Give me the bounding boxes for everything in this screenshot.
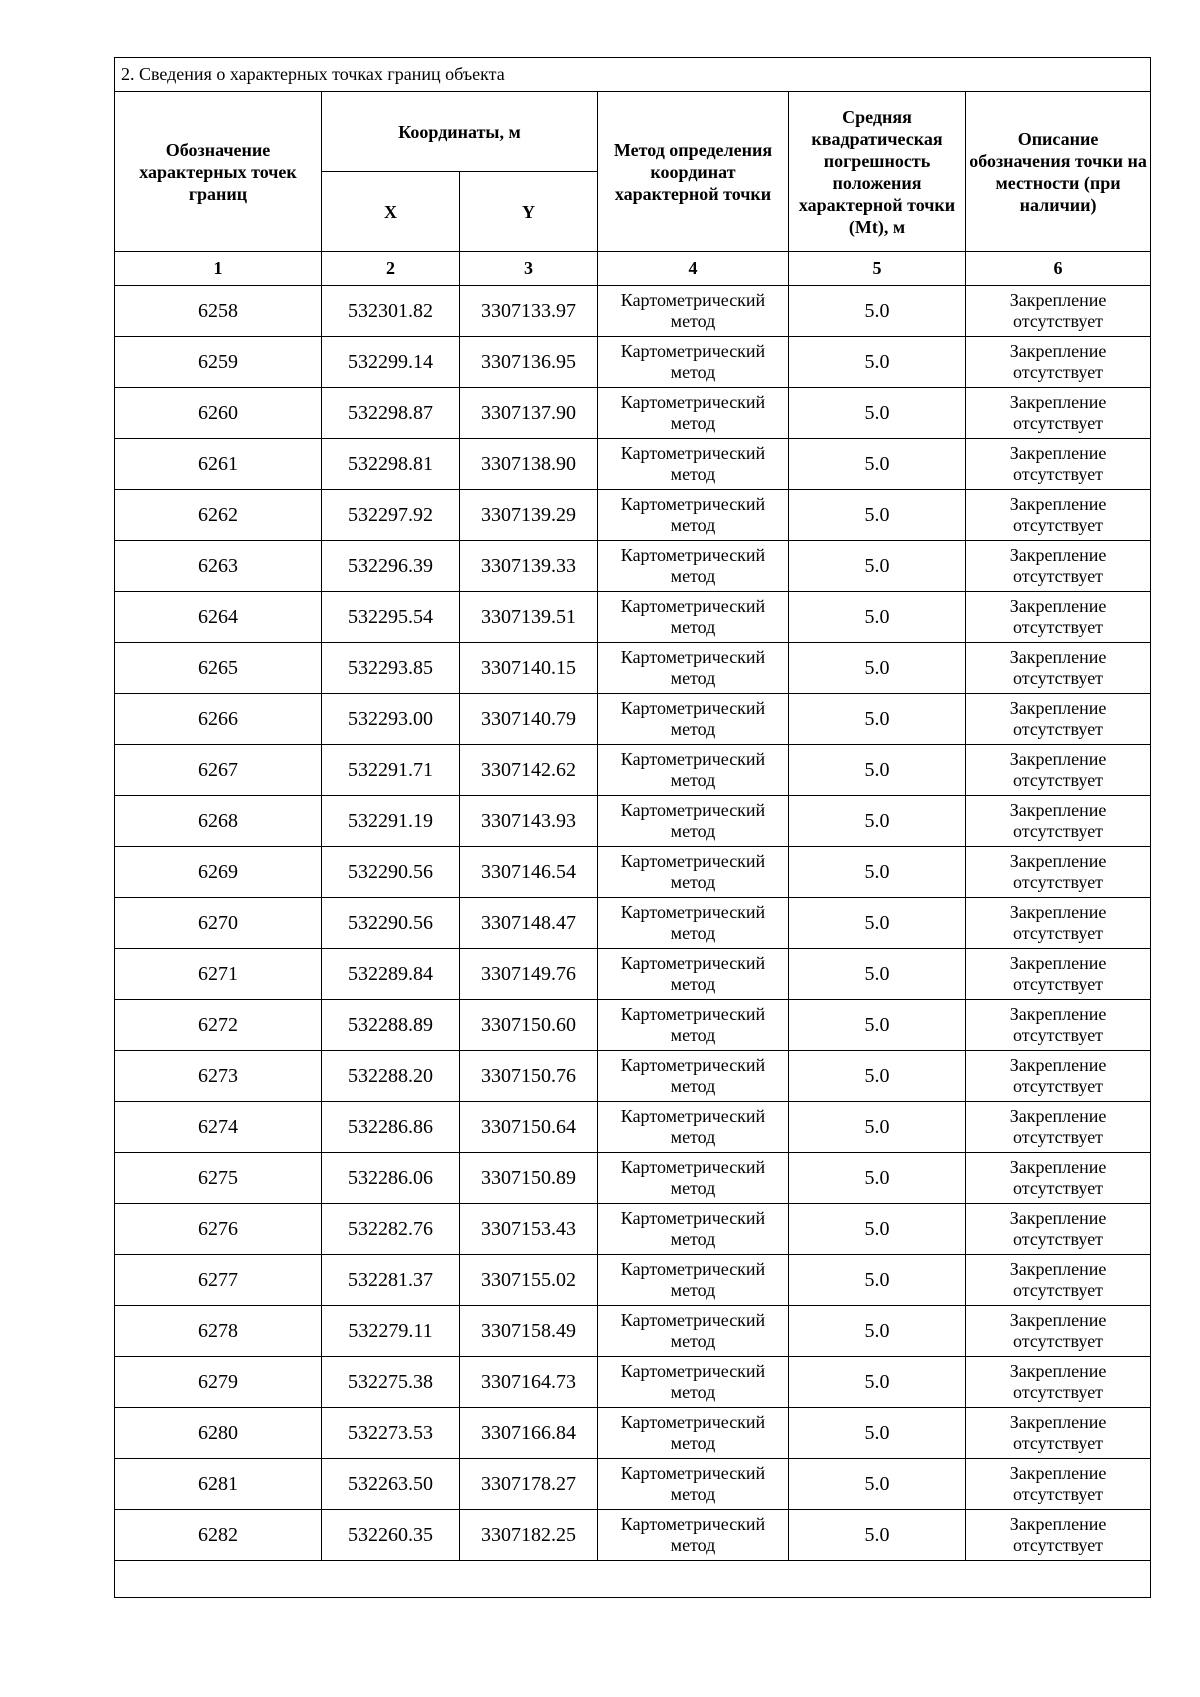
table-row — [115, 286, 1151, 337]
y-coordinate-cell: 3307164.73 — [460, 1357, 598, 1408]
method-cell: Картометрический метод — [598, 1204, 789, 1255]
header-point-description: Описание обозначения точки на местности (при наличии) — [966, 92, 1151, 252]
description-cell: Закрепление отсутствует — [966, 1408, 1151, 1459]
header-mean-square-error: Средняя квадратическая погрешность положения характерной точки (Mt), м — [789, 92, 966, 252]
table-row — [115, 337, 1151, 388]
x-coordinate-cell: 532293.00 — [322, 694, 460, 745]
x-coordinate-cell: 532290.56 — [322, 847, 460, 898]
mt-cell: 5.0 — [789, 1357, 966, 1408]
column-number: 3 — [460, 252, 598, 286]
point-cell: 6260 — [115, 388, 322, 439]
x-coordinate-cell: 532297.92 — [322, 490, 460, 541]
point-cell: 6279 — [115, 1357, 322, 1408]
method-cell: Картометрический метод — [598, 592, 789, 643]
method-cell: Картометрический метод — [598, 439, 789, 490]
empty-cell — [115, 1561, 1151, 1598]
point-cell: 6282 — [115, 1510, 322, 1561]
mt-cell: 5.0 — [789, 592, 966, 643]
y-coordinate-cell: 3307148.47 — [460, 898, 598, 949]
point-cell: 6259 — [115, 337, 322, 388]
header-method: Метод определения координат характерной точки — [598, 92, 789, 252]
description-cell: Закрепление отсутствует — [966, 490, 1151, 541]
point-cell: 6261 — [115, 439, 322, 490]
table-row — [115, 439, 1151, 490]
x-coordinate-cell: 532293.85 — [322, 643, 460, 694]
x-coordinate-cell: 532299.14 — [322, 337, 460, 388]
method-cell: Картометрический метод — [598, 1000, 789, 1051]
description-cell: Закрепление отсутствует — [966, 643, 1151, 694]
x-coordinate-cell: 532296.39 — [322, 541, 460, 592]
mt-cell: 5.0 — [789, 1306, 966, 1357]
method-cell: Картометрический метод — [598, 745, 789, 796]
method-cell: Картометрический метод — [598, 1255, 789, 1306]
mt-cell: 5.0 — [789, 1408, 966, 1459]
mt-cell: 5.0 — [789, 286, 966, 337]
table-row — [115, 1051, 1151, 1102]
description-cell: Закрепление отсутствует — [966, 1051, 1151, 1102]
column-number: 4 — [598, 252, 789, 286]
y-coordinate-cell: 3307139.51 — [460, 592, 598, 643]
description-cell: Закрепление отсутствует — [966, 592, 1151, 643]
mt-cell: 5.0 — [789, 1102, 966, 1153]
mt-cell: 5.0 — [789, 694, 966, 745]
y-coordinate-cell: 3307137.90 — [460, 388, 598, 439]
description-cell: Закрепление отсутствует — [966, 694, 1151, 745]
table-row — [115, 745, 1151, 796]
y-coordinate-cell: 3307139.33 — [460, 541, 598, 592]
y-coordinate-cell: 3307140.15 — [460, 643, 598, 694]
point-cell: 6263 — [115, 541, 322, 592]
description-cell: Закрепление отсутствует — [966, 796, 1151, 847]
mt-cell: 5.0 — [789, 1153, 966, 1204]
x-coordinate-cell: 532288.89 — [322, 1000, 460, 1051]
point-cell: 6266 — [115, 694, 322, 745]
method-cell: Картометрический метод — [598, 694, 789, 745]
point-cell: 6280 — [115, 1408, 322, 1459]
method-cell: Картометрический метод — [598, 949, 789, 1000]
mt-cell: 5.0 — [789, 1051, 966, 1102]
mt-cell: 5.0 — [789, 1204, 966, 1255]
mt-cell: 5.0 — [789, 643, 966, 694]
table-row — [115, 898, 1151, 949]
header-point-designation: Обозначение характерных точек границ — [115, 92, 322, 252]
mt-cell: 5.0 — [789, 490, 966, 541]
description-cell: Закрепление отсутствует — [966, 949, 1151, 1000]
mt-cell: 5.0 — [789, 1459, 966, 1510]
point-cell: 6271 — [115, 949, 322, 1000]
description-cell: Закрепление отсутствует — [966, 1510, 1151, 1561]
method-cell: Картометрический метод — [598, 1459, 789, 1510]
description-cell: Закрепление отсутствует — [966, 388, 1151, 439]
table-row — [115, 1204, 1151, 1255]
mt-cell: 5.0 — [789, 898, 966, 949]
x-coordinate-cell: 532275.38 — [322, 1357, 460, 1408]
x-coordinate-cell: 532282.76 — [322, 1204, 460, 1255]
point-cell: 6258 — [115, 286, 322, 337]
x-coordinate-cell: 532281.37 — [322, 1255, 460, 1306]
point-cell: 6269 — [115, 847, 322, 898]
point-cell: 6264 — [115, 592, 322, 643]
mt-cell: 5.0 — [789, 745, 966, 796]
table-row — [115, 1306, 1151, 1357]
description-cell: Закрепление отсутствует — [966, 1204, 1151, 1255]
description-cell: Закрепление отсутствует — [966, 1102, 1151, 1153]
method-cell: Картометрический метод — [598, 388, 789, 439]
method-cell: Картометрический метод — [598, 796, 789, 847]
description-cell: Закрепление отсутствует — [966, 1306, 1151, 1357]
y-coordinate-cell: 3307153.43 — [460, 1204, 598, 1255]
mt-cell: 5.0 — [789, 541, 966, 592]
table-row — [115, 1000, 1151, 1051]
method-cell: Картометрический метод — [598, 1051, 789, 1102]
table-row — [115, 490, 1151, 541]
y-coordinate-cell: 3307149.76 — [460, 949, 598, 1000]
x-coordinate-cell: 532286.86 — [322, 1102, 460, 1153]
mt-cell: 5.0 — [789, 796, 966, 847]
mt-cell: 5.0 — [789, 388, 966, 439]
y-coordinate-cell: 3307136.95 — [460, 337, 598, 388]
x-coordinate-cell: 532263.50 — [322, 1459, 460, 1510]
point-cell: 6267 — [115, 745, 322, 796]
point-cell: 6272 — [115, 1000, 322, 1051]
mt-cell: 5.0 — [789, 1255, 966, 1306]
column-number: 2 — [322, 252, 460, 286]
method-cell: Картометрический метод — [598, 337, 789, 388]
x-coordinate-cell: 532279.11 — [322, 1306, 460, 1357]
table-row — [115, 949, 1151, 1000]
method-cell: Картометрический метод — [598, 1102, 789, 1153]
method-cell: Картометрический метод — [598, 1306, 789, 1357]
document-sheet — [114, 57, 1150, 1598]
point-cell: 6273 — [115, 1051, 322, 1102]
table-row — [115, 643, 1151, 694]
x-coordinate-cell: 532273.53 — [322, 1408, 460, 1459]
mt-cell: 5.0 — [789, 439, 966, 490]
y-coordinate-cell: 3307166.84 — [460, 1408, 598, 1459]
y-coordinate-cell: 3307150.60 — [460, 1000, 598, 1051]
header-y: Y — [460, 172, 598, 252]
method-cell: Картометрический метод — [598, 286, 789, 337]
method-cell: Картометрический метод — [598, 1357, 789, 1408]
y-coordinate-cell: 3307139.29 — [460, 490, 598, 541]
point-cell: 6276 — [115, 1204, 322, 1255]
x-coordinate-cell: 532260.35 — [322, 1510, 460, 1561]
x-coordinate-cell: 532298.81 — [322, 439, 460, 490]
x-coordinate-cell: 532291.71 — [322, 745, 460, 796]
table-row — [115, 1459, 1151, 1510]
x-coordinate-cell: 532290.56 — [322, 898, 460, 949]
method-cell: Картометрический метод — [598, 1408, 789, 1459]
table-row — [115, 1102, 1151, 1153]
table-row — [115, 694, 1151, 745]
point-cell: 6262 — [115, 490, 322, 541]
y-coordinate-cell: 3307142.62 — [460, 745, 598, 796]
column-number: 1 — [115, 252, 322, 286]
y-coordinate-cell: 3307146.54 — [460, 847, 598, 898]
point-cell: 6265 — [115, 643, 322, 694]
section-title: 2. Сведения о характерных точках границ объекта — [115, 58, 1151, 92]
boundary-points-table — [114, 57, 1151, 1598]
description-cell: Закрепление отсутствует — [966, 1153, 1151, 1204]
x-coordinate-cell: 532288.20 — [322, 1051, 460, 1102]
description-cell: Закрепление отсутствует — [966, 541, 1151, 592]
table-row — [115, 1357, 1151, 1408]
table-row — [115, 541, 1151, 592]
mt-cell: 5.0 — [789, 847, 966, 898]
point-cell: 6278 — [115, 1306, 322, 1357]
table-body — [115, 286, 1151, 1561]
description-cell: Закрепление отсутствует — [966, 1255, 1151, 1306]
y-coordinate-cell: 3307150.89 — [460, 1153, 598, 1204]
y-coordinate-cell: 3307155.02 — [460, 1255, 598, 1306]
table-row — [115, 592, 1151, 643]
point-cell: 6268 — [115, 796, 322, 847]
point-cell: 6277 — [115, 1255, 322, 1306]
x-coordinate-cell: 532291.19 — [322, 796, 460, 847]
empty-footer-row — [115, 1561, 1151, 1598]
point-cell: 6275 — [115, 1153, 322, 1204]
x-coordinate-cell: 532289.84 — [322, 949, 460, 1000]
method-cell: Картометрический метод — [598, 1153, 789, 1204]
method-cell: Картометрический метод — [598, 643, 789, 694]
table-row — [115, 847, 1151, 898]
x-coordinate-cell: 532301.82 — [322, 286, 460, 337]
description-cell: Закрепление отсутствует — [966, 1357, 1151, 1408]
table-row — [115, 1153, 1151, 1204]
y-coordinate-cell: 3307138.90 — [460, 439, 598, 490]
description-cell: Закрепление отсутствует — [966, 439, 1151, 490]
description-cell: Закрепление отсутствует — [966, 1000, 1151, 1051]
y-coordinate-cell: 3307140.79 — [460, 694, 598, 745]
mt-cell: 5.0 — [789, 1510, 966, 1561]
mt-cell: 5.0 — [789, 337, 966, 388]
mt-cell: 5.0 — [789, 1000, 966, 1051]
method-cell: Картометрический метод — [598, 1510, 789, 1561]
header-coordinates: Координаты, м — [322, 92, 598, 172]
description-cell: Закрепление отсутствует — [966, 847, 1151, 898]
x-coordinate-cell: 532295.54 — [322, 592, 460, 643]
x-coordinate-cell: 532286.06 — [322, 1153, 460, 1204]
y-coordinate-cell: 3307133.97 — [460, 286, 598, 337]
point-cell: 6270 — [115, 898, 322, 949]
y-coordinate-cell: 3307150.76 — [460, 1051, 598, 1102]
description-cell: Закрепление отсутствует — [966, 898, 1151, 949]
table-row — [115, 388, 1151, 439]
method-cell: Картометрический метод — [598, 490, 789, 541]
method-cell: Картометрический метод — [598, 898, 789, 949]
point-cell: 6274 — [115, 1102, 322, 1153]
description-cell: Закрепление отсутствует — [966, 286, 1151, 337]
table-row — [115, 1255, 1151, 1306]
method-cell: Картометрический метод — [598, 541, 789, 592]
description-cell: Закрепление отсутствует — [966, 1459, 1151, 1510]
table-row — [115, 796, 1151, 847]
y-coordinate-cell: 3307150.64 — [460, 1102, 598, 1153]
table-row — [115, 1408, 1151, 1459]
method-cell: Картометрический метод — [598, 847, 789, 898]
y-coordinate-cell: 3307158.49 — [460, 1306, 598, 1357]
header-x: X — [322, 172, 460, 252]
column-number: 5 — [789, 252, 966, 286]
x-coordinate-cell: 532298.87 — [322, 388, 460, 439]
description-cell: Закрепление отсутствует — [966, 745, 1151, 796]
y-coordinate-cell: 3307178.27 — [460, 1459, 598, 1510]
point-cell: 6281 — [115, 1459, 322, 1510]
y-coordinate-cell: 3307182.25 — [460, 1510, 598, 1561]
column-number: 6 — [966, 252, 1151, 286]
y-coordinate-cell: 3307143.93 — [460, 796, 598, 847]
table-row — [115, 1510, 1151, 1561]
column-number-row — [115, 252, 1151, 286]
mt-cell: 5.0 — [789, 949, 966, 1000]
description-cell: Закрепление отсутствует — [966, 337, 1151, 388]
